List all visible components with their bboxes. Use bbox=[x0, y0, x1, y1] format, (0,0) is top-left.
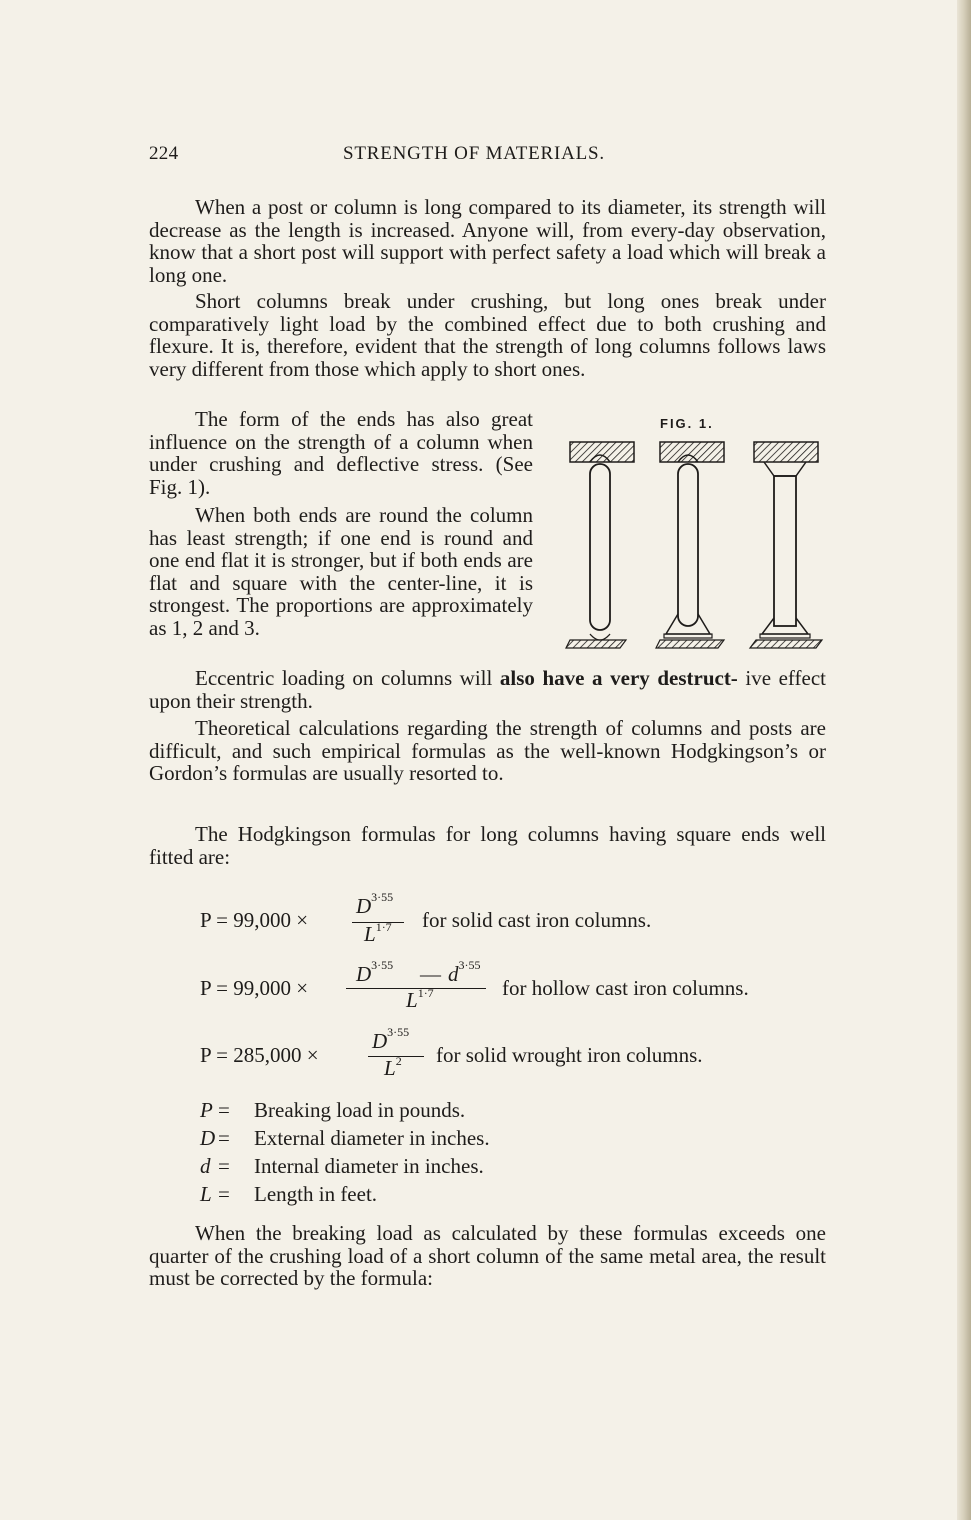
formula-2-numerator-2-exp: 3·55 bbox=[458, 958, 481, 972]
formula-1-denominator: L bbox=[364, 922, 376, 946]
formula-3-denominator-exp: 2 bbox=[395, 1054, 402, 1068]
formula-1-lhs: P = 99,000 × bbox=[200, 908, 309, 932]
definition-row: d = Internal diameter in inches. bbox=[200, 1154, 484, 1178]
formula-3-numerator: D bbox=[372, 1029, 388, 1053]
column-round-ends bbox=[566, 442, 634, 648]
formula-2-numerator: D bbox=[356, 962, 372, 986]
paragraph-5-bold-text: also have a very destruct- bbox=[499, 666, 738, 690]
column-mixed-ends bbox=[656, 442, 724, 648]
paragraph-8: When the breaking load as calculated by these formulas exceeds one quarter of the crushing load of a short column of the same metal area, the result must be corrected by the formula: bbox=[149, 1221, 826, 1291]
definition-row: P = Breaking load in pounds. bbox=[200, 1098, 466, 1122]
formula-3-lhs: P = 285,000 × bbox=[200, 1043, 319, 1067]
formula-2-lhs: P = 99,000 × bbox=[200, 976, 309, 1000]
formula-2-denominator: L bbox=[406, 988, 418, 1012]
paragraph-4: When both ends are round the column has least strength; if one end is round and one end flat it is stronger, but if both ends are flat and square with the center-line, it is strongest. The proportions are approximately as 1, 2 and 3. bbox=[149, 503, 533, 640]
paragraph-1: When a post or column is long compared to its diameter, its strength will decrease as the length is increased. Anyone will, from every-day observation, know that a short post will support with perfect safety a load which will break a long one. bbox=[149, 195, 826, 287]
paragraph-2: Short columns break under crushing, but long ones break under comparatively light load by the combined effect due to both crushing and flexure. It is, therefore, evident that the strength of long columns follows laws very different from those which apply to short ones. bbox=[149, 289, 826, 381]
formula-3-numerator-exp: 3·55 bbox=[387, 1025, 410, 1039]
column-flat-ends bbox=[750, 442, 822, 648]
formula-3-description: for solid wrought iron columns. bbox=[436, 1043, 703, 1067]
figure-label: FIG. 1. bbox=[660, 416, 714, 431]
formula-2-denominator-exp: 1·7 bbox=[417, 986, 434, 1000]
formula-3-denominator: L bbox=[384, 1056, 396, 1080]
formula-2-numerator-exp: 3·55 bbox=[371, 958, 394, 972]
definition-row: D = External diameter in inches. bbox=[200, 1126, 490, 1150]
paragraph-7: The Hodgkingson formulas for long columns having square ends well fitted are: bbox=[149, 822, 826, 869]
column-end-figure bbox=[560, 434, 830, 658]
definition-row: L = Length in feet. bbox=[200, 1182, 378, 1206]
formula-1-description: for solid cast iron columns. bbox=[422, 908, 652, 932]
formula-1-numerator: D bbox=[356, 894, 372, 918]
formula-2-minus: — bbox=[420, 962, 441, 986]
page-number: 224 bbox=[149, 143, 179, 164]
formula-1-denominator-exp: 1·7 bbox=[375, 920, 392, 934]
formula-2-numerator-2: d bbox=[448, 962, 459, 986]
page-edge bbox=[957, 0, 971, 1520]
paragraph-3: The form of the ends has also great influence on the strength of a column when under crushing and deflective stress. (See Fig. 1). bbox=[149, 407, 533, 499]
paragraph-5-rest: ive effect upon their strength. bbox=[149, 666, 827, 713]
paragraph-5 bbox=[149, 667, 826, 712]
formula-2-description: for hollow cast iron columns. bbox=[502, 976, 749, 1000]
paragraph-5-text: Eccentric loading on columns will bbox=[195, 666, 500, 690]
running-header bbox=[149, 143, 829, 167]
running-title: STRENGTH OF MATERIALS. bbox=[343, 143, 605, 164]
paragraph-6: Theoretical calculations regarding the strength of columns and posts are difficult, and such empirical formulas as the well-known Hodgkingson’s or Gordon’s formulas are usually resorted to. bbox=[149, 716, 826, 786]
formula-1-numerator-exp: 3·55 bbox=[371, 890, 394, 904]
